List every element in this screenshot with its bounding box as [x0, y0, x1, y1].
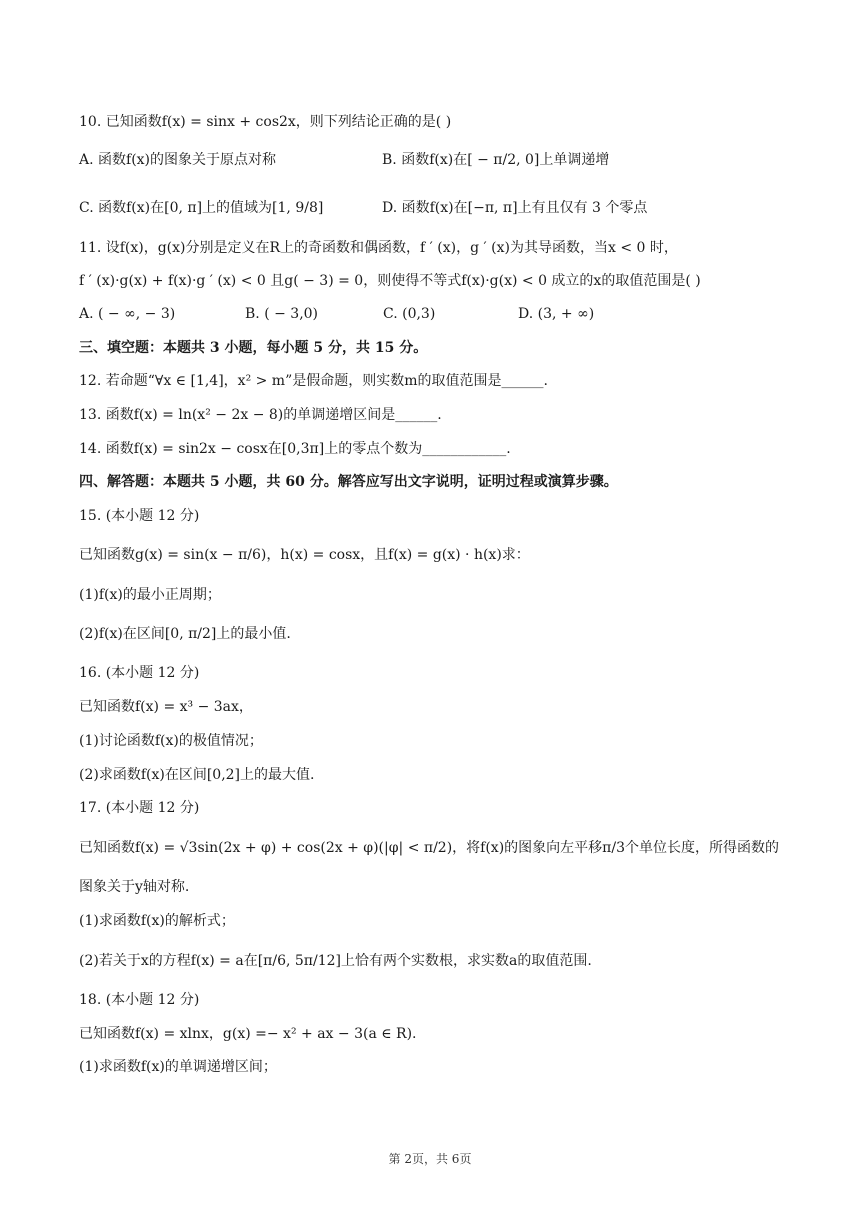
q10-option-b: B. 函数f(x)在[ − π/2, 0]上单调递增	[382, 152, 610, 168]
q18-part-1: (1)求函数f(x)的单调递增区间；	[79, 1059, 277, 1075]
q15-part-2: (2)f(x)在区间[0, π/2]上的最小值.	[79, 626, 291, 642]
q16-stem: 已知函数f(x) = x³ − 3ax，	[79, 699, 253, 715]
q10-option-c: C. 函数f(x)在[0, π]上的值域为[1, 9/8]	[79, 200, 324, 216]
q11-line-2: f ′ (x)·g(x) + f(x)·g ′ (x) < 0 且g( − 3) = 0，则使得不等式f(x)·g(x) < 0 成立的x的取值范围是( )	[79, 273, 701, 289]
q11-option-a: A. ( − ∞, − 3)	[79, 306, 176, 322]
q18-stem: 已知函数f(x) = xlnx，g(x) =− x² + ax − 3(a ∈ R).	[79, 1026, 417, 1042]
q16-part-2: (2)求函数f(x)在区间[0,2]上的最大值.	[79, 767, 315, 783]
question-12: 12. 若命题“∀x ∈ [1,4]，x² > m”是假命题，则实数m的取值范围是______.	[79, 373, 548, 389]
q17-part-1: (1)求函数f(x)的解析式；	[79, 913, 235, 929]
q17-part-2: (2)若关于x的方程f(x) = a在[π/6, 5π/12]上恰有两个实数根，求实数a的取值范围.	[79, 953, 592, 969]
section-4-heading: 四、解答题：本题共 5 小题，共 60 分。解答应写出文字说明，证明过程或演算步骤。	[79, 474, 618, 490]
q10-option-a: A. 函数f(x)的图象关于原点对称	[79, 152, 277, 168]
q10-stem: 10. 已知函数f(x) = sinx + cos2x，则下列结论正确的是( )	[79, 114, 452, 130]
q17-stem-2: 图象关于y轴对称.	[79, 879, 190, 895]
q11-option-c: C. (0,3)	[383, 306, 436, 322]
q18-header: 18. (本小题 12 分)	[79, 992, 200, 1008]
q15-part-1: (1)f(x)的最小正周期；	[79, 587, 221, 603]
q17-stem-1: 已知函数f(x) = √3sin(2x + φ) + cos(2x + φ)(|φ| < π/2)，将f(x)的图象向左平移π/3个单位长度，所得函数的	[79, 840, 779, 856]
q10-option-d: D. 函数f(x)在[−π, π]上有且仅有 3 个零点	[382, 200, 648, 216]
q11-line-1: 11. 设f(x)，g(x)分别是定义在R上的奇函数和偶函数，f ′ (x)，g ′ (x)为其导函数，当x < 0 时，	[79, 240, 678, 256]
q15-stem: 已知函数g(x) = sin(x − π/6)，h(x) = cosx，且f(x) = g(x) · h(x)求：	[79, 547, 530, 563]
q16-part-1: (1)讨论函数f(x)的极值情况；	[79, 733, 263, 749]
question-14: 14. 函数f(x) = sin2x − cosx在[0,3π]上的零点个数为____________.	[79, 441, 511, 457]
question-13: 13. 函数f(x) = ln(x² − 2x − 8)的单调递增区间是______.	[79, 407, 442, 423]
section-3-heading: 三、填空题：本题共 3 小题，每小题 5 分，共 15 分。	[79, 340, 428, 356]
q16-header: 16. (本小题 12 分)	[79, 665, 200, 681]
q15-header: 15. (本小题 12 分)	[79, 508, 200, 524]
q11-option-d: D. (3, + ∞)	[518, 306, 595, 322]
page-footer: 第 2页，共 6页	[388, 1152, 472, 1166]
q17-header: 17. (本小题 12 分)	[79, 800, 200, 816]
q11-option-b: B. ( − 3,0)	[245, 306, 319, 322]
